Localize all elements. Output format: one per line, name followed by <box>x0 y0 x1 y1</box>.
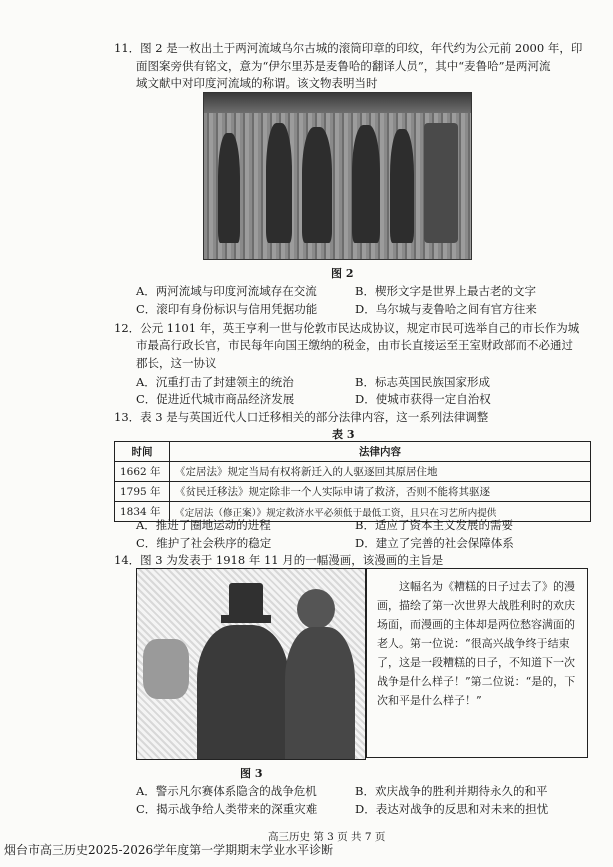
table-cell-law: 《贫民迁移法》规定除非一个人实际申请了救济，否则不能将其驱逐 <box>170 482 591 502</box>
q12-line-3: 郡长，这一协议 <box>136 356 217 370</box>
table-header-row <box>115 442 591 462</box>
q11-line-2: 面图案旁供有铭文，意为“伊尔里苏是麦鲁哈的翻译人员”，其中“麦鲁哈”是两河流 <box>136 59 551 73</box>
q12-line-1: 12．公元 1101 年，英王亨利一世与伦敦市民达成协议，规定市民可选举自己的市长作为城 <box>114 321 580 335</box>
table-3-caption: 表 3 <box>332 428 355 441</box>
table-cell-year: 1834 年 <box>115 502 170 522</box>
q12-option-b[interactable]: B．标志英国民族国家形成 <box>355 375 490 389</box>
q12-option-d[interactable]: D．使城市获得一定自治权 <box>355 392 491 406</box>
table-row <box>115 462 591 482</box>
q11-line-1: 11．图 2 是一枚出土于两河流域乌尔古城的滚筒印章的印纹，年代约为公元前 2000 年，印 <box>114 41 583 55</box>
q11-option-b[interactable]: B．楔形文字是世界上最古老的文字 <box>355 284 536 298</box>
q14-line: 14．图 3 为发表于 1918 年 11 月的一幅漫画，该漫画的主旨是 <box>114 553 444 567</box>
q14-option-c[interactable]: C．揭示战争给人类带来的深重灾难 <box>136 802 318 816</box>
table-cell-law: 《定居法》规定当局有权将新迁入的人驱逐回其原居住地 <box>170 462 591 482</box>
q11-option-c[interactable]: C．滚印有身份标识与信用凭据功能 <box>136 302 318 316</box>
table-row <box>115 482 591 502</box>
q13-option-a[interactable]: A．推进了圈地运动的进程 <box>136 518 271 532</box>
q13-line: 13．表 3 是与英国近代人口迁移相关的部分法律内容，这一系列法律调整 <box>114 410 489 424</box>
q11-option-d[interactable]: D．乌尔城与麦鲁哈之间有官方往来 <box>355 302 537 316</box>
cartoon-description-box <box>366 568 588 758</box>
q11-line-3: 域文献中对印度河流域的称谓。该文物表明当时 <box>136 76 378 90</box>
page-number: 高三历史 第 3 页 共 7 页 <box>268 831 386 843</box>
table-header-content: 法律内容 <box>170 442 591 462</box>
table-header-time: 时间 <box>115 442 170 462</box>
table-cell-law: 《定居法（修正案）》规定救济水平必须低于最低工资，且只在习艺所内提供 <box>170 502 591 522</box>
table-cell-year: 1795 年 <box>115 482 170 502</box>
q13-option-c[interactable]: C．维护了社会秩序的稳定 <box>136 536 272 550</box>
q12-option-c[interactable]: C．促进近代城市商品经济发展 <box>136 392 295 406</box>
figure-2-caption: 图 2 <box>331 267 354 280</box>
q11-option-a[interactable]: A．两河流域与印度河流域存在交流 <box>136 284 317 298</box>
q12-line-2: 市最高行政长官，市民每年向国王缴纳的税金，由市长直接运至王室财政部而不必通过 <box>136 338 573 352</box>
law-table <box>114 441 591 522</box>
q13-option-b[interactable]: B．适应了资本主义发展的需要 <box>355 518 513 532</box>
q14-option-d[interactable]: D．表达对战争的反思和对未来的担忧 <box>355 802 549 816</box>
cartoon-image <box>136 568 366 760</box>
q14-option-b[interactable]: B．欢庆战争的胜利并期待永久的和平 <box>355 784 548 798</box>
table-cell-year: 1662 年 <box>115 462 170 482</box>
q13-option-d[interactable]: D．建立了完善的社会保障体系 <box>355 536 514 550</box>
cartoon-description-text: 这幅名为《糟糕的日子过去了》的漫画，描绘了第一次世界大战胜利时的欢庆场面，而漫画的主体却是两位愁容满面的老人。第一位说：“很高兴战争终于结束了，这是一段糟糕的日子，不知道下一次战争是什么样子！”第二位说：“是的，下次和平是什么样子！” <box>377 580 576 707</box>
q14-option-a[interactable]: A．警示凡尔赛体系隐含的战争危机 <box>136 784 317 798</box>
q12-option-a[interactable]: A．沉重打击了封建领主的统治 <box>136 375 294 389</box>
seal-impression-image <box>203 92 472 260</box>
figure-3-caption: 图 3 <box>240 767 263 780</box>
footer-watermark: 烟台市高三历史2025-2026学年度第一学期期末学业水平诊断 <box>4 843 334 857</box>
